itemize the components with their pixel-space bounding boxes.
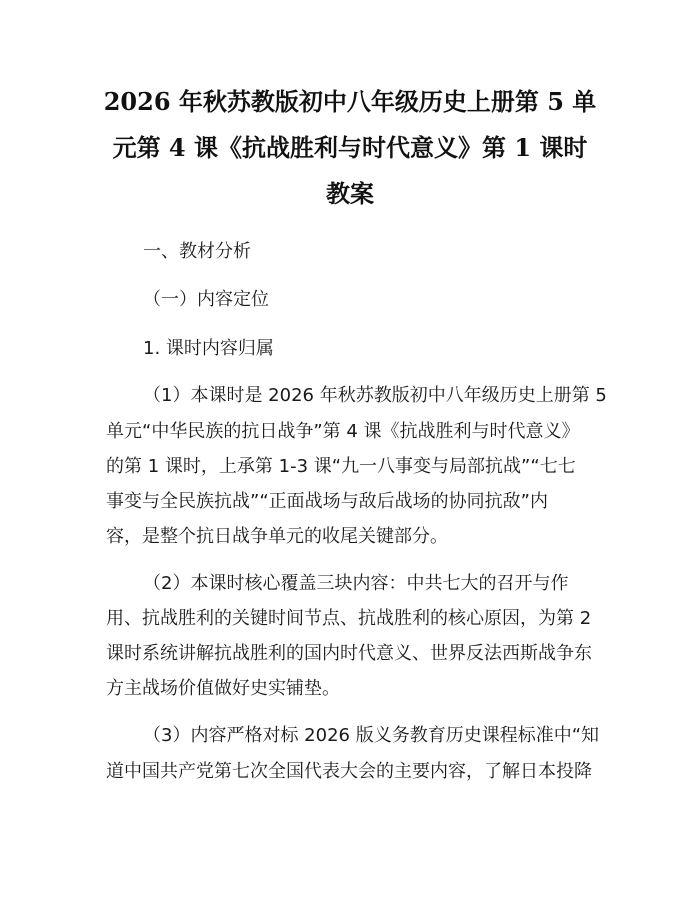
paragraph-1-line-2: 单元“中华民族的抗日战争”第 4 课《抗战胜利与时代意义》 (106, 421, 580, 442)
document-title-line-3: 教案 (326, 179, 374, 208)
paragraph-3-line-2: 道中国共产党第七次全国代表大会的主要内容，了解日本投降 (106, 761, 592, 782)
paragraph-1-line-3: 的第 1 课时，上承第 1-3 课“九一八事变与局部抗战”“七七 (106, 456, 576, 477)
paragraph-2-line-1: （2）本课时核心覆盖三块内容：中共七大的召开与作 (143, 573, 569, 594)
paragraph-2-line-4: 方主战场价值做好史实铺垫。 (106, 678, 340, 699)
item-heading-lesson-content: 1. 课时内容归属 (143, 338, 274, 359)
document-title-line-1: 2026 年秋苏教版初中八年级历史上册第 5 单 (103, 87, 597, 116)
paragraph-3-line-1: （3）内容严格对标 2026 版义务教育历史课程标准中“知 (143, 725, 600, 746)
subsection-heading-content-position: （一）内容定位 (143, 289, 269, 310)
paragraph-2-line-3: 课时系统讲解抗战胜利的国内时代意义、世界反法西斯战争东 (106, 643, 592, 664)
section-heading-textbook-analysis: 一、教材分析 (143, 241, 251, 262)
paragraph-2-line-2: 用、抗战胜利的关键时间节点、抗战胜利的核心原因，为第 2 (106, 608, 592, 629)
paragraph-1-line-4: 事变与全民族抗战”“正面战场与敌后战场的协同抗敌”内 (106, 491, 548, 512)
paragraph-1-line-5: 容，是整个抗日战争单元的收尾关键部分。 (106, 526, 448, 547)
document-title-line-2: 元第 4 课《抗战胜利与时代意义》第 1 课时 (112, 133, 588, 162)
paragraph-1-line-1: （1）本课时是 2026 年秋苏教版初中八年级历史上册第 5 (143, 385, 607, 406)
